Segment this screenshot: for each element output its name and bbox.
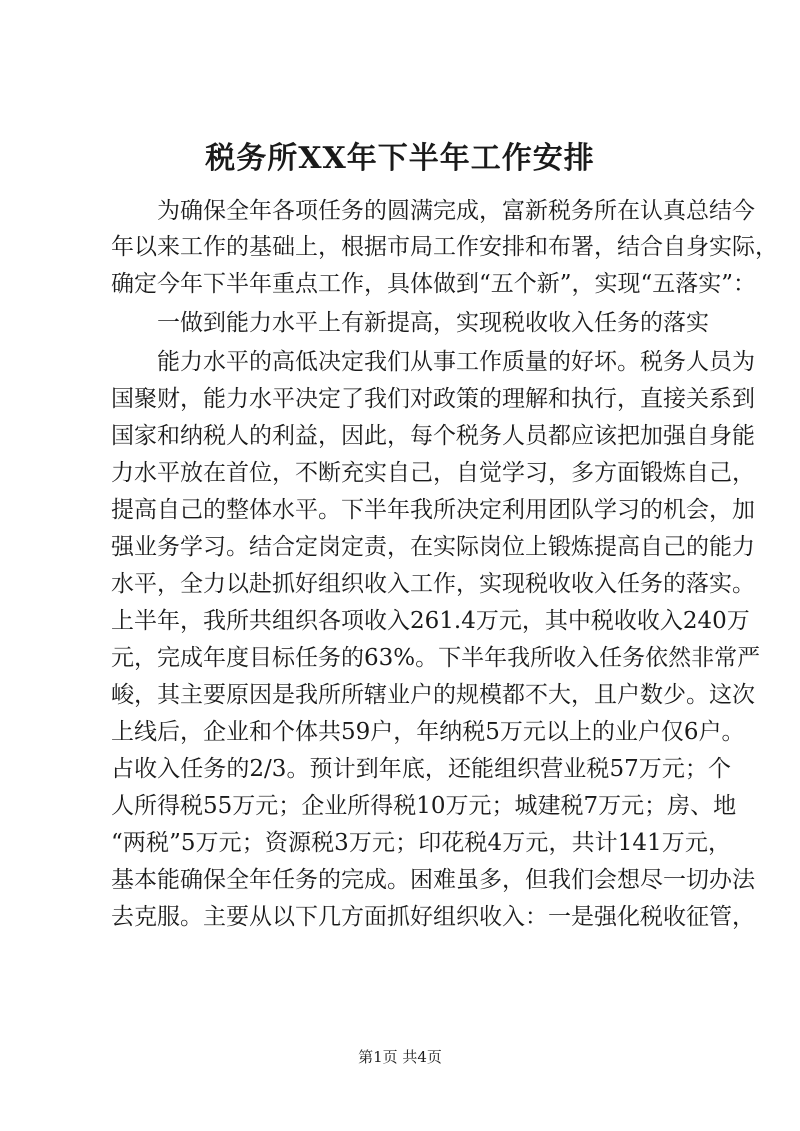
paragraph-line: 人所得税55万元；企业所得税10万元；城建税7万元；房、地 bbox=[111, 793, 737, 819]
paragraph-line: 国家和纳税人的利益，因此，每个税务人员都应该把加强自身能 bbox=[111, 423, 755, 449]
paragraph-line: 提高自己的整体水平。下半年我所决定利用团队学习的机会，加 bbox=[111, 497, 755, 523]
section-heading: 一做到能力水平上有新提高，实现税收收入任务的落实 bbox=[157, 310, 709, 336]
paragraph-line: 元，完成年度目标任务的63%。下半年我所收入任务依然非常严 bbox=[111, 645, 761, 671]
paragraph-line: 国聚财，能力水平决定了我们对政策的理解和执行，直接关系到 bbox=[111, 386, 755, 412]
paragraph-line: 力水平放在首位，不断充实自己，自觉学习，多方面锻炼自己， bbox=[111, 460, 755, 486]
paragraph-line: 强业务学习。结合定岗定责，在实际岗位上锻炼提高自己的能力 bbox=[111, 534, 755, 560]
document-title: 税务所XX年下半年工作安排 bbox=[205, 141, 595, 176]
paragraph-line: 为确保全年各项任务的圆满完成，富新税务所在认真总结今 bbox=[157, 198, 755, 224]
paragraph-line: 确定今年下半年重点工作，具体做到“五个新”，实现“五落实”： bbox=[111, 271, 757, 297]
paragraph-line: 占收入任务的2/3。预计到年底，还能组织营业税57万元；个 bbox=[111, 756, 731, 782]
paragraph-line: 基本能确保全年任务的完成。困难虽多，但我们会想尽一切办法 bbox=[111, 867, 755, 893]
paragraph-line: 能力水平的高低决定我们从事工作质量的好坏。税务人员为 bbox=[157, 349, 755, 375]
paragraph-line: 水平，全力以赴抓好组织收入工作，实现税收收入任务的落实。 bbox=[111, 571, 755, 597]
paragraph-line: “两税”5万元；资源税3万元；印花税4万元，共计141万元， bbox=[111, 830, 731, 856]
paragraph-line: 年以来工作的基础上，根据市局工作安排和布署，结合自身实际， bbox=[111, 234, 778, 260]
paragraph-line: 上半年，我所共组织各项收入261.4万元，其中税收收入240万 bbox=[111, 608, 750, 634]
paragraph-line: 峻，其主要原因是我所所辖业户的规模都不大，且户数少。这次 bbox=[111, 682, 755, 708]
paragraph-line: 去克服。主要从以下几方面抓好组织收入：一是强化税收征管， bbox=[111, 904, 755, 930]
page-number-footer: 第1页 共4页 bbox=[358, 1048, 442, 1066]
paragraph-line: 上线后，企业和个体共59户，年纳税5万元以上的业户仅6户。 bbox=[111, 719, 745, 745]
